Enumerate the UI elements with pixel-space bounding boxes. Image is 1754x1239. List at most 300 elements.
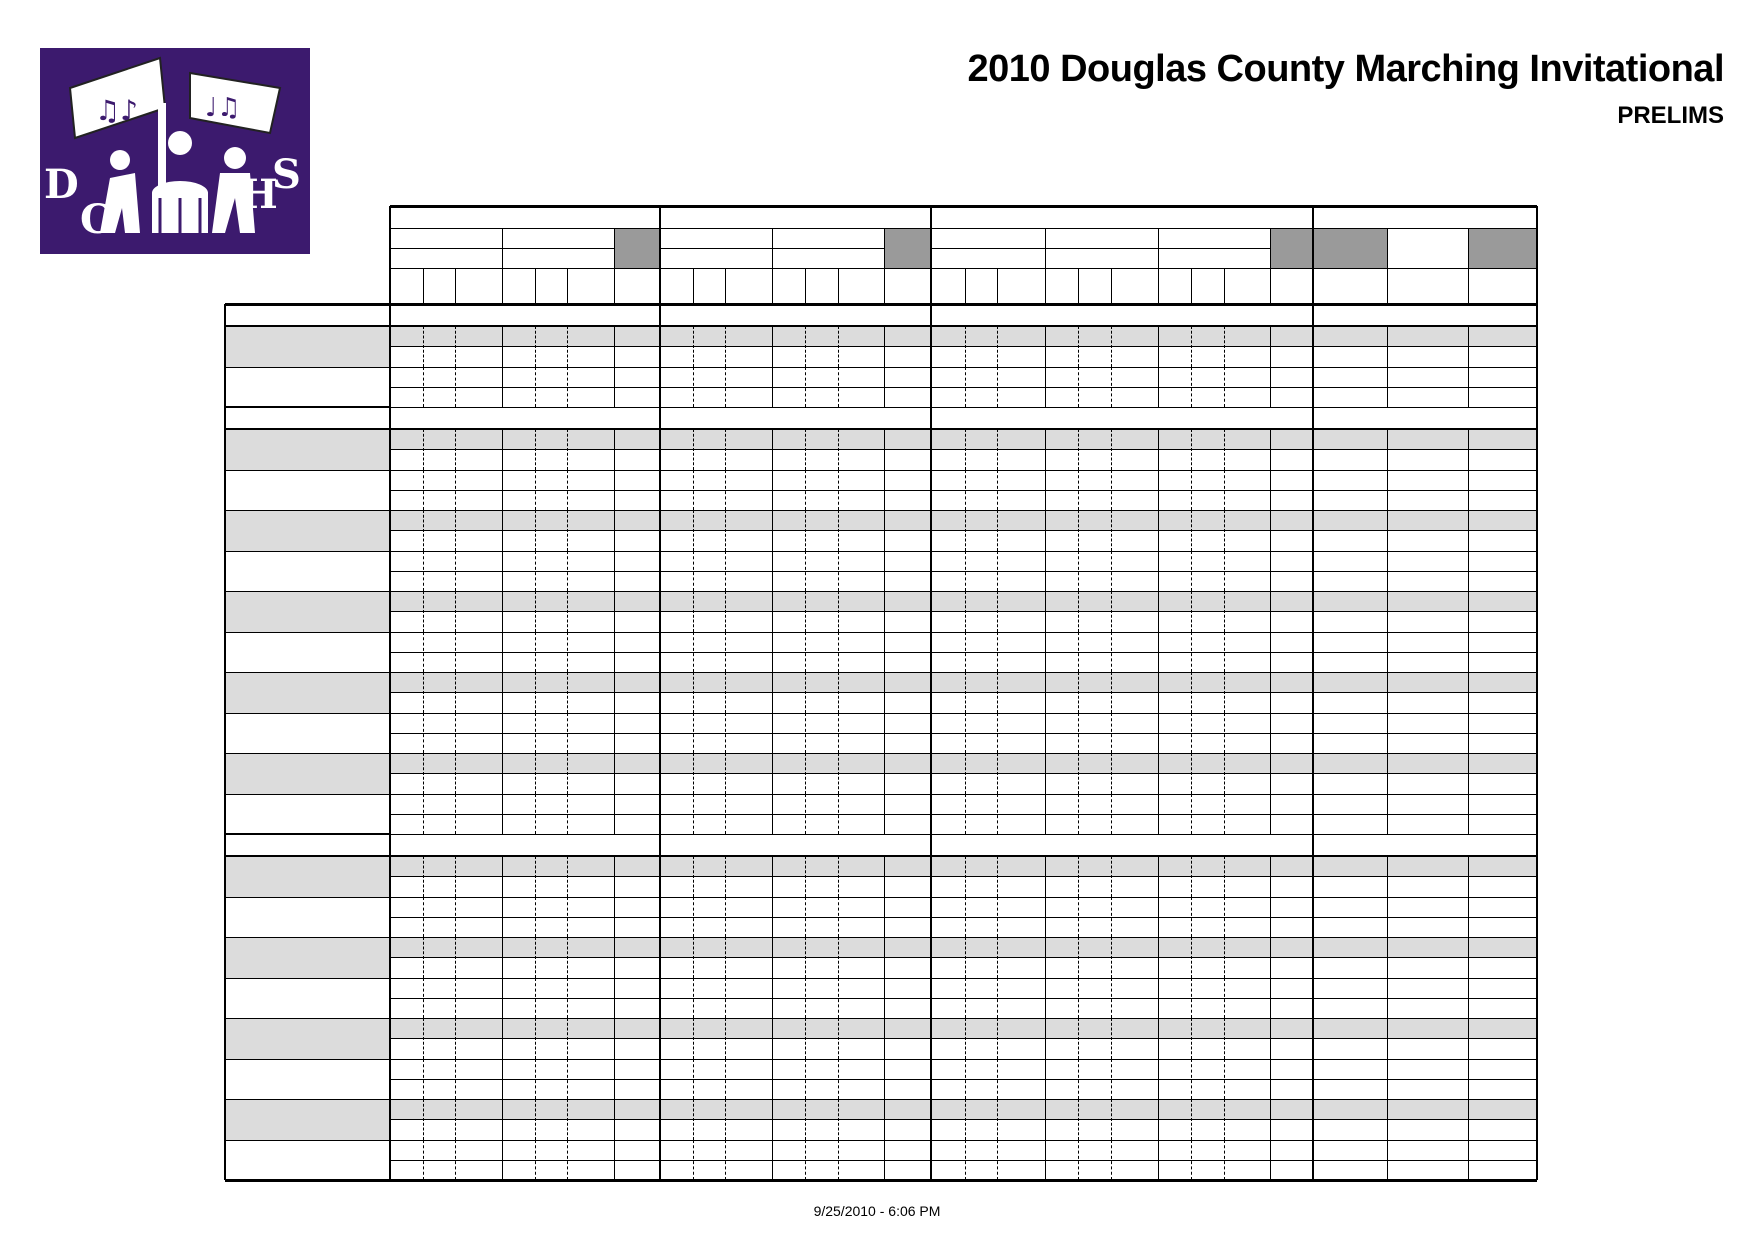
score-cell <box>931 367 965 387</box>
score-cell <box>965 367 997 387</box>
score-cell <box>1045 713 1078 733</box>
performance-scores-heading <box>1313 206 1537 228</box>
score-cell <box>884 591 931 611</box>
score-cell <box>931 632 965 652</box>
final-header-shade <box>1468 228 1537 268</box>
rank-cell <box>997 876 1045 896</box>
rank-cell <box>567 387 614 407</box>
rank-cell <box>884 998 931 1018</box>
rank-cell <box>1045 387 1078 407</box>
rank-cell <box>1313 1079 1387 1099</box>
score-cell <box>535 713 567 733</box>
rank-cell <box>1313 957 1387 977</box>
school-name <box>225 978 390 1019</box>
score-cell <box>1468 937 1537 957</box>
rank-cell <box>931 692 965 712</box>
rank-cell <box>805 611 838 631</box>
score-cell <box>1313 672 1387 692</box>
rank-cell <box>455 998 502 1018</box>
rank-cell <box>1078 998 1111 1018</box>
score-cell <box>390 937 423 957</box>
score-cell <box>1111 591 1158 611</box>
score-cell <box>965 551 997 571</box>
score-cell <box>884 978 931 998</box>
rank-cell <box>772 611 805 631</box>
score-cell <box>535 753 567 773</box>
rank-cell <box>1158 530 1191 550</box>
score-cell <box>1387 897 1468 917</box>
rank-cell <box>1313 530 1387 550</box>
rank-cell <box>931 1038 965 1058</box>
rank-cell <box>725 998 772 1018</box>
rule <box>390 346 1537 347</box>
score-cell <box>423 713 455 733</box>
rank-cell <box>931 998 965 1018</box>
rule <box>614 228 615 304</box>
score-cell <box>997 470 1045 490</box>
score-cell <box>931 1140 965 1160</box>
score-cell <box>965 1059 997 1079</box>
score-cell <box>931 1059 965 1079</box>
class-heading <box>225 304 390 326</box>
score-cell <box>1078 1018 1111 1038</box>
rank-cell <box>772 571 805 591</box>
score-cell <box>693 978 725 998</box>
rank-cell <box>725 571 772 591</box>
rank-cell <box>1158 1079 1191 1099</box>
score-cell <box>1313 1059 1387 1079</box>
score-cell <box>693 897 725 917</box>
rank-cell <box>931 1119 965 1139</box>
rank-cell <box>693 1119 725 1139</box>
rule <box>225 632 1537 633</box>
rank-cell <box>1078 1079 1111 1099</box>
rank-cell <box>567 733 614 753</box>
rank-cell <box>535 1038 567 1058</box>
score-cell <box>1313 856 1387 876</box>
rank-cell <box>693 733 725 753</box>
score-cell <box>931 1099 965 1119</box>
score-cell <box>1078 367 1111 387</box>
rank-cell <box>1224 692 1270 712</box>
rank-cell <box>1468 876 1537 896</box>
score-cell <box>805 856 838 876</box>
rank-cell <box>725 814 772 834</box>
score-cell <box>805 794 838 814</box>
score-cell <box>1158 367 1191 387</box>
score-cell <box>423 591 455 611</box>
rank-cell <box>1078 611 1111 631</box>
score-cell <box>614 1140 660 1160</box>
score-cell <box>390 1059 423 1079</box>
score-cell <box>1111 510 1158 530</box>
rank-cell <box>1191 449 1224 469</box>
score-cell <box>884 326 931 346</box>
score-cell <box>535 1059 567 1079</box>
score-cell <box>1270 1140 1313 1160</box>
rank-cell <box>693 917 725 937</box>
rank-cell <box>772 1038 805 1058</box>
rank-cell <box>772 346 805 366</box>
rank-cell <box>535 733 567 753</box>
rank-cell <box>772 998 805 1018</box>
rank-cell <box>1270 611 1313 631</box>
score-cell <box>931 1018 965 1038</box>
score-cell <box>1224 937 1270 957</box>
score-cell <box>838 367 884 387</box>
rank-cell <box>1158 571 1191 591</box>
score-cell <box>1270 326 1313 346</box>
rank-cell <box>772 917 805 937</box>
score-cell <box>1313 897 1387 917</box>
rank-cell <box>1111 530 1158 550</box>
rank-cell <box>423 611 455 631</box>
score-cell <box>884 1018 931 1038</box>
rank-cell <box>838 998 884 1018</box>
score-cell <box>455 591 502 611</box>
rank-cell <box>1270 733 1313 753</box>
rank-cell <box>1224 1119 1270 1139</box>
rank-cell <box>838 917 884 937</box>
score-cell <box>965 429 997 449</box>
rule <box>1191 268 1192 304</box>
score-cell <box>535 367 567 387</box>
rule <box>390 248 502 249</box>
rank-cell <box>614 490 660 510</box>
rank-cell <box>535 917 567 937</box>
judge-name <box>502 248 614 268</box>
score-cell <box>772 1099 805 1119</box>
score-cell <box>614 632 660 652</box>
rule <box>423 268 424 304</box>
rank-cell <box>502 652 535 672</box>
rank-cell <box>423 449 455 469</box>
rank-cell <box>1158 998 1191 1018</box>
rank-cell <box>1078 346 1111 366</box>
rank-cell <box>423 1119 455 1139</box>
judge-name <box>390 248 502 268</box>
rank-cell <box>535 773 567 793</box>
rank-cell <box>455 571 502 591</box>
score-cell <box>1158 897 1191 917</box>
score-cell <box>423 429 455 449</box>
rank-cell <box>660 346 693 366</box>
rank-cell <box>1158 449 1191 469</box>
rank-cell <box>1111 652 1158 672</box>
score-cell <box>931 470 965 490</box>
score-cell <box>772 551 805 571</box>
rank-cell <box>997 957 1045 977</box>
rank-cell <box>535 387 567 407</box>
rule <box>225 1099 1537 1100</box>
score-cell <box>965 856 997 876</box>
rank-cell <box>1045 571 1078 591</box>
score-cell <box>805 367 838 387</box>
rule <box>225 833 390 835</box>
rank-cell <box>1224 387 1270 407</box>
score-cell <box>1111 753 1158 773</box>
score-cell <box>1111 1018 1158 1038</box>
score-cell <box>1078 1099 1111 1119</box>
rank-cell <box>1224 1038 1270 1058</box>
rank-cell <box>1191 387 1224 407</box>
score-cell <box>1224 429 1270 449</box>
rank-cell <box>1078 814 1111 834</box>
rule <box>1224 268 1225 304</box>
score-cell <box>838 470 884 490</box>
school-name <box>225 632 390 673</box>
score-cell <box>965 713 997 733</box>
score-cell <box>390 672 423 692</box>
score-cell <box>693 794 725 814</box>
rank-cell <box>965 449 997 469</box>
score-cell <box>838 794 884 814</box>
rank-cell <box>1045 876 1078 896</box>
score-cell <box>997 937 1045 957</box>
score-cell <box>1191 1018 1224 1038</box>
rank-cell <box>535 530 567 550</box>
avg-header-shade <box>884 228 931 268</box>
score-cell <box>772 897 805 917</box>
score-cell <box>997 1140 1045 1160</box>
score-cell <box>1158 672 1191 692</box>
rank-cell <box>965 1079 997 1099</box>
rule <box>1045 248 1158 249</box>
score-cell <box>997 856 1045 876</box>
score-cell <box>1158 551 1191 571</box>
caption-label <box>772 228 884 248</box>
rule <box>997 268 998 304</box>
score-cell <box>997 978 1045 998</box>
score-cell <box>997 897 1045 917</box>
score-cell <box>725 897 772 917</box>
rank-cell <box>535 1119 567 1139</box>
score-cell <box>1313 937 1387 957</box>
rule <box>390 1079 1537 1080</box>
score-cell <box>997 753 1045 773</box>
column-label <box>693 268 725 304</box>
rank-cell <box>1111 957 1158 977</box>
rank-cell <box>455 530 502 550</box>
score-cell <box>805 897 838 917</box>
score-cell <box>1158 753 1191 773</box>
school-name <box>225 1018 390 1059</box>
judge-name <box>1158 248 1270 268</box>
score-cell <box>772 1140 805 1160</box>
score-cell <box>390 510 423 530</box>
rank-cell <box>502 1038 535 1058</box>
rank-cell <box>1224 998 1270 1018</box>
score-cell <box>567 794 614 814</box>
score-cell <box>1111 470 1158 490</box>
rank-cell <box>997 387 1045 407</box>
rank-cell <box>965 1160 997 1180</box>
rank-cell <box>1158 692 1191 712</box>
score-cell <box>1224 1140 1270 1160</box>
rank-cell <box>965 814 997 834</box>
score-cell <box>1270 429 1313 449</box>
rank-cell <box>1191 652 1224 672</box>
rank-cell <box>535 692 567 712</box>
score-cell <box>1078 591 1111 611</box>
score-cell <box>1387 1059 1468 1079</box>
score-cell <box>535 632 567 652</box>
score-cell <box>1158 856 1191 876</box>
score-cell <box>1313 632 1387 652</box>
rank-cell <box>1270 876 1313 896</box>
rank-cell <box>535 652 567 672</box>
score-cell <box>931 897 965 917</box>
score-cell <box>390 326 423 346</box>
score-cell <box>884 1099 931 1119</box>
rank-cell <box>1270 449 1313 469</box>
school-name <box>225 1059 390 1100</box>
score-cell <box>1045 937 1078 957</box>
rank-cell <box>455 1038 502 1058</box>
score-cell <box>1111 551 1158 571</box>
caption-label <box>502 228 614 248</box>
rank-cell <box>725 611 772 631</box>
rank-cell <box>614 814 660 834</box>
score-cell <box>502 713 535 733</box>
rank-cell <box>390 611 423 631</box>
score-cell <box>390 1140 423 1160</box>
score-cell <box>1078 470 1111 490</box>
rank-cell <box>1111 1038 1158 1058</box>
score-cell <box>772 326 805 346</box>
column-label <box>502 268 535 304</box>
score-cell <box>693 551 725 571</box>
score-cell <box>1468 326 1537 346</box>
score-cell <box>1224 753 1270 773</box>
rank-cell <box>1224 530 1270 550</box>
rank-cell <box>1224 814 1270 834</box>
rank-cell <box>1468 571 1537 591</box>
rank-cell <box>390 917 423 937</box>
score-cell <box>1468 794 1537 814</box>
rank-cell <box>567 998 614 1018</box>
rank-cell <box>931 876 965 896</box>
score-cell <box>1191 856 1224 876</box>
rank-cell <box>1158 814 1191 834</box>
caption-label <box>390 228 502 248</box>
rule <box>390 571 1537 572</box>
rank-cell <box>1270 530 1313 550</box>
score-cell <box>1224 367 1270 387</box>
school-name <box>225 591 390 632</box>
score-cell <box>1387 1099 1468 1119</box>
score-cell <box>725 367 772 387</box>
rank-cell <box>725 530 772 550</box>
score-cell <box>931 672 965 692</box>
score-cell <box>1111 326 1158 346</box>
rank-cell <box>1111 1079 1158 1099</box>
score-cell <box>390 978 423 998</box>
score-cell <box>884 672 931 692</box>
score-cell <box>805 1018 838 1038</box>
score-cell <box>614 672 660 692</box>
rank-cell <box>614 1038 660 1058</box>
score-cell <box>455 1140 502 1160</box>
rank-cell <box>772 652 805 672</box>
score-cell <box>965 326 997 346</box>
rank-cell <box>567 773 614 793</box>
score-cell <box>693 1018 725 1038</box>
score-cell <box>390 632 423 652</box>
column-label <box>1270 268 1313 304</box>
rank-cell <box>838 346 884 366</box>
score-cell <box>805 326 838 346</box>
score-cell <box>1111 672 1158 692</box>
rank-cell <box>1111 773 1158 793</box>
score-cell <box>535 470 567 490</box>
rule <box>390 228 1537 229</box>
score-cell <box>1468 591 1537 611</box>
rank-cell <box>1158 1119 1191 1139</box>
score-cell <box>693 470 725 490</box>
rank-cell <box>1313 387 1387 407</box>
column-label <box>1468 268 1537 304</box>
rank-cell <box>997 917 1045 937</box>
rank-cell <box>1468 490 1537 510</box>
rank-cell <box>1158 876 1191 896</box>
score-cell <box>423 937 455 957</box>
rank-cell <box>502 571 535 591</box>
score-cell <box>1270 713 1313 733</box>
score-cell <box>502 551 535 571</box>
rank-cell <box>805 1119 838 1139</box>
score-cell <box>838 429 884 449</box>
rank-cell <box>535 571 567 591</box>
rank-cell <box>423 652 455 672</box>
rank-cell <box>965 530 997 550</box>
score-cell <box>614 713 660 733</box>
rank-cell <box>693 571 725 591</box>
rank-cell <box>931 1079 965 1099</box>
column-label <box>1313 268 1387 304</box>
score-cell <box>1468 753 1537 773</box>
rank-cell <box>535 449 567 469</box>
score-cell <box>1045 551 1078 571</box>
score-cell <box>1468 978 1537 998</box>
score-cell <box>997 794 1045 814</box>
rank-cell <box>997 652 1045 672</box>
score-cell <box>725 429 772 449</box>
rank-cell <box>535 490 567 510</box>
rank-cell <box>1270 998 1313 1018</box>
column-label <box>1078 268 1111 304</box>
rule <box>390 325 1537 327</box>
rank-cell <box>1224 917 1270 937</box>
rank-cell <box>838 652 884 672</box>
rule <box>225 551 1537 552</box>
column-label <box>997 268 1045 304</box>
rank-cell <box>693 387 725 407</box>
score-cell <box>772 1059 805 1079</box>
judge-name <box>931 248 1045 268</box>
column-label <box>423 268 455 304</box>
score-cell <box>1045 672 1078 692</box>
rule <box>725 268 726 304</box>
score-cell <box>614 978 660 998</box>
score-cell <box>1045 1018 1078 1038</box>
rank-cell <box>725 692 772 712</box>
score-cell <box>502 591 535 611</box>
score-cell <box>423 1099 455 1119</box>
score-cell <box>1468 1018 1537 1038</box>
general-effect-heading <box>931 206 1313 228</box>
score-cell <box>931 978 965 998</box>
